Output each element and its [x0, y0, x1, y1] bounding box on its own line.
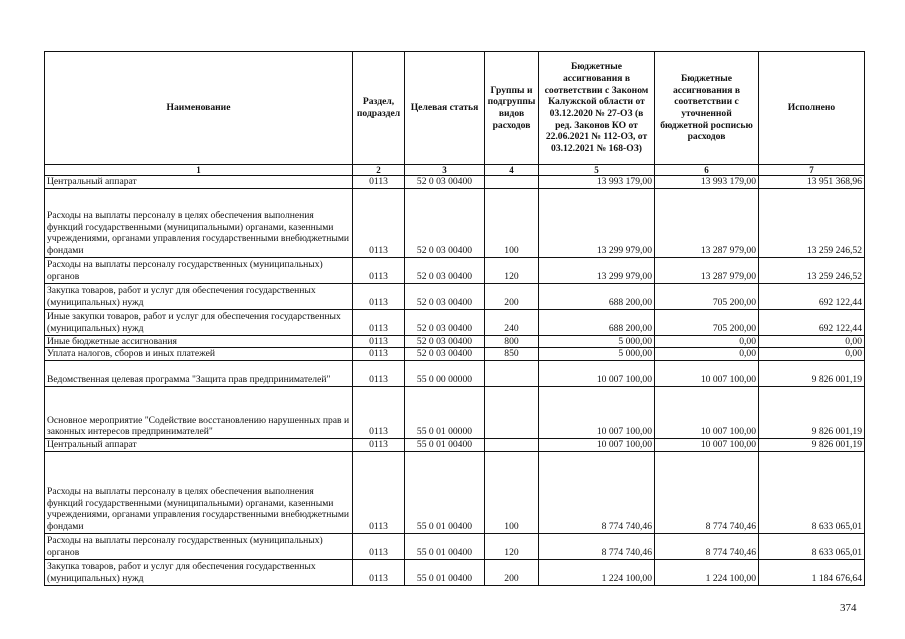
- row-expense-group: [485, 176, 539, 189]
- row-refined-allocation: 8 774 740,46: [655, 533, 759, 559]
- row-section: 0113: [353, 335, 405, 348]
- row-refined-allocation: 0,00: [655, 348, 759, 361]
- row-law-allocation: 5 000,00: [539, 348, 655, 361]
- budget-table: [44, 51, 865, 586]
- row-section: 0113: [353, 188, 405, 257]
- row-section: 0113: [353, 451, 405, 533]
- row-refined-allocation: 13 993 179,00: [655, 176, 759, 189]
- row-expense-group: 800: [485, 335, 539, 348]
- row-name: Основное мероприятие "Содействие восстановлению нарушенных прав и законных интересов предпринимателей": [45, 387, 353, 439]
- row-executed: 13 951 368,96: [759, 176, 865, 189]
- row-target-article: 55 0 01 00400: [405, 451, 485, 533]
- row-target-article: 52 0 03 00400: [405, 176, 485, 189]
- row-name: Иные закупки товаров, работ и услуг для обеспечения государственных (муниципальных) нужд: [45, 309, 353, 335]
- row-law-allocation: 10 007 100,00: [539, 439, 655, 452]
- row-name: Центральный аппарат: [45, 439, 353, 452]
- row-law-allocation: 13 299 979,00: [539, 257, 655, 283]
- table-row: [45, 451, 865, 533]
- row-executed: 8 633 065,01: [759, 451, 865, 533]
- header-name: Наименование: [45, 52, 353, 165]
- row-name: Закупка товаров, работ и услуг для обеспечения государственных (муниципальных) нужд: [45, 283, 353, 309]
- column-number-row: [45, 165, 865, 176]
- row-executed: 692 122,44: [759, 283, 865, 309]
- row-refined-allocation: 10 007 100,00: [655, 361, 759, 387]
- row-expense-group: 100: [485, 188, 539, 257]
- row-refined-allocation: 705 200,00: [655, 283, 759, 309]
- row-target-article: 55 0 01 00400: [405, 439, 485, 452]
- row-target-article: 55 0 01 00400: [405, 559, 485, 585]
- row-refined-allocation: 13 287 979,00: [655, 188, 759, 257]
- column-number: 7: [759, 165, 865, 176]
- header-executed: Исполнено: [759, 52, 865, 165]
- row-target-article: 52 0 03 00400: [405, 257, 485, 283]
- column-number: 3: [405, 165, 485, 176]
- table-row: [45, 188, 865, 257]
- table-row: [45, 283, 865, 309]
- row-section: 0113: [353, 387, 405, 439]
- row-name: Расходы на выплаты персоналу в целях обеспечения выполнения функций государственными (муниципальными) органами, казенными учреждениями, органами управления государственными внебюджетными фондами: [45, 188, 353, 257]
- row-target-article: 52 0 03 00400: [405, 348, 485, 361]
- row-name: Центральный аппарат: [45, 176, 353, 189]
- table-row: [45, 176, 865, 189]
- row-law-allocation: 5 000,00: [539, 335, 655, 348]
- page-number: 374: [840, 602, 857, 614]
- table-row: [45, 533, 865, 559]
- row-expense-group: 100: [485, 451, 539, 533]
- row-expense-group: 240: [485, 309, 539, 335]
- row-refined-allocation: 10 007 100,00: [655, 387, 759, 439]
- table-row: [45, 559, 865, 585]
- column-number: 1: [45, 165, 353, 176]
- row-law-allocation: 13 993 179,00: [539, 176, 655, 189]
- row-section: 0113: [353, 533, 405, 559]
- row-target-article: 55 0 01 00000: [405, 387, 485, 439]
- row-expense-group: [485, 387, 539, 439]
- row-name: Закупка товаров, работ и услуг для обеспечения государственных (муниципальных) нужд: [45, 559, 353, 585]
- header-section: Раздел, подраздел: [353, 52, 405, 165]
- row-refined-allocation: 8 774 740,46: [655, 451, 759, 533]
- row-expense-group: 120: [485, 257, 539, 283]
- table-row: [45, 361, 865, 387]
- table-row: [45, 335, 865, 348]
- row-name: Ведомственная целевая программа "Защита прав предпринимателей": [45, 361, 353, 387]
- row-section: 0113: [353, 439, 405, 452]
- header-row: [45, 52, 865, 165]
- header-expense-group: Группы и подгруппы видов расходов: [485, 52, 539, 165]
- table-row: [45, 257, 865, 283]
- row-law-allocation: 10 007 100,00: [539, 387, 655, 439]
- row-section: 0113: [353, 176, 405, 189]
- row-target-article: 55 0 01 00400: [405, 533, 485, 559]
- column-number: 6: [655, 165, 759, 176]
- row-law-allocation: 688 200,00: [539, 309, 655, 335]
- row-executed: 9 826 001,19: [759, 439, 865, 452]
- row-expense-group: [485, 439, 539, 452]
- header-refined-allocation: Бюджетные ассигнования в соответствии с уточненной бюджетной росписью расходов: [655, 52, 759, 165]
- column-number: 4: [485, 165, 539, 176]
- row-law-allocation: 8 774 740,46: [539, 451, 655, 533]
- row-target-article: 52 0 03 00400: [405, 283, 485, 309]
- row-target-article: 55 0 00 00000: [405, 361, 485, 387]
- header-target-article: Целевая статья: [405, 52, 485, 165]
- row-executed: 13 259 246,52: [759, 188, 865, 257]
- row-expense-group: 120: [485, 533, 539, 559]
- row-refined-allocation: 705 200,00: [655, 309, 759, 335]
- header-law-allocation: Бюджетные ассигнования в соответствии с Законом Калужской области от 03.12.2020 № 27-ОЗ (в ред. Законов КО от 22.06.2021 № 112-ОЗ, от 03.12.2021 № 168-ОЗ): [539, 52, 655, 165]
- row-executed: 9 826 001,19: [759, 361, 865, 387]
- row-executed: 1 184 676,64: [759, 559, 865, 585]
- row-name: Расходы на выплаты персоналу государственных (муниципальных) органов: [45, 257, 353, 283]
- row-law-allocation: 13 299 979,00: [539, 188, 655, 257]
- row-expense-group: 850: [485, 348, 539, 361]
- row-target-article: 52 0 03 00400: [405, 188, 485, 257]
- row-executed: 0,00: [759, 348, 865, 361]
- row-name: Расходы на выплаты персоналу государственных (муниципальных) органов: [45, 533, 353, 559]
- row-expense-group: 200: [485, 559, 539, 585]
- column-number: 2: [353, 165, 405, 176]
- row-refined-allocation: 0,00: [655, 335, 759, 348]
- row-section: 0113: [353, 559, 405, 585]
- row-refined-allocation: 1 224 100,00: [655, 559, 759, 585]
- table-row: [45, 387, 865, 439]
- row-name: Расходы на выплаты персоналу в целях обеспечения выполнения функций государственными (муниципальными) органами, казенными учреждениями, органами управления государственными внебюджетными фондами: [45, 451, 353, 533]
- column-number: 5: [539, 165, 655, 176]
- table-row: [45, 309, 865, 335]
- row-target-article: 52 0 03 00400: [405, 335, 485, 348]
- row-refined-allocation: 13 287 979,00: [655, 257, 759, 283]
- table-row: [45, 348, 865, 361]
- row-law-allocation: 8 774 740,46: [539, 533, 655, 559]
- row-law-allocation: 1 224 100,00: [539, 559, 655, 585]
- row-executed: 692 122,44: [759, 309, 865, 335]
- row-executed: 8 633 065,01: [759, 533, 865, 559]
- row-name: Иные бюджетные ассигнования: [45, 335, 353, 348]
- row-executed: 0,00: [759, 335, 865, 348]
- row-law-allocation: 688 200,00: [539, 283, 655, 309]
- row-section: 0113: [353, 283, 405, 309]
- row-executed: 13 259 246,52: [759, 257, 865, 283]
- row-expense-group: 200: [485, 283, 539, 309]
- row-law-allocation: 10 007 100,00: [539, 361, 655, 387]
- row-expense-group: [485, 361, 539, 387]
- row-section: 0113: [353, 348, 405, 361]
- row-target-article: 52 0 03 00400: [405, 309, 485, 335]
- row-section: 0113: [353, 257, 405, 283]
- row-refined-allocation: 10 007 100,00: [655, 439, 759, 452]
- row-section: 0113: [353, 309, 405, 335]
- row-executed: 9 826 001,19: [759, 387, 865, 439]
- table-row: [45, 439, 865, 452]
- row-name: Уплата налогов, сборов и иных платежей: [45, 348, 353, 361]
- row-section: 0113: [353, 361, 405, 387]
